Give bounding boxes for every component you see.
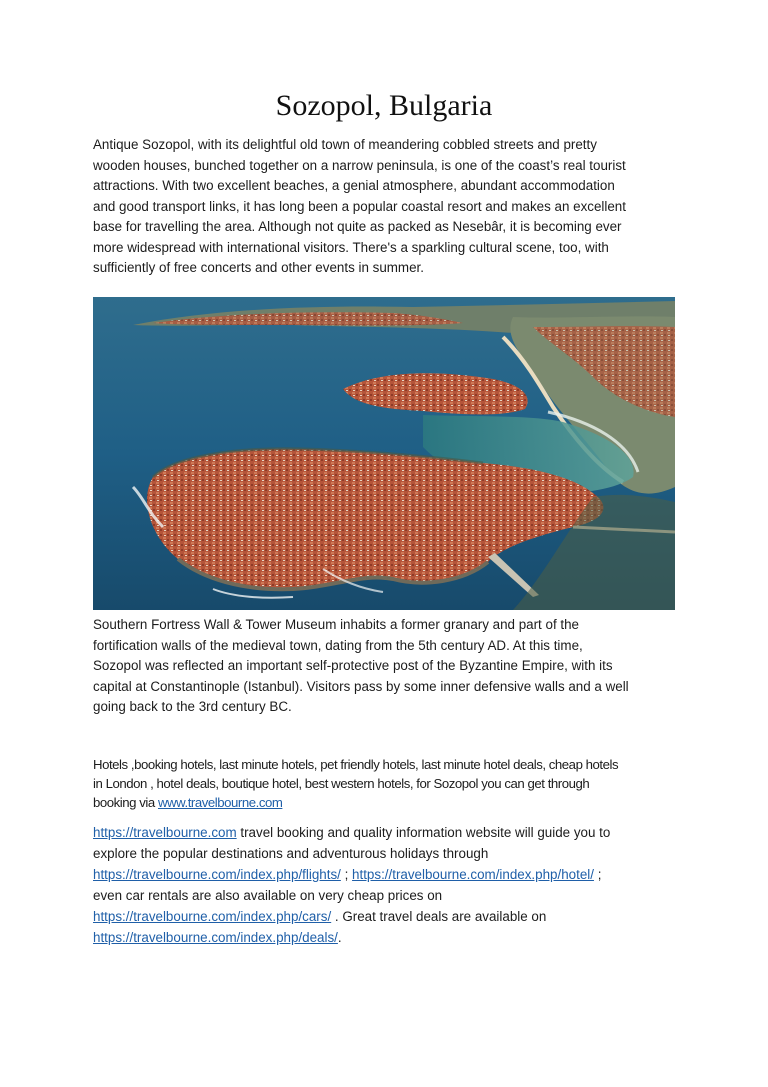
museum-paragraph: [93, 615, 683, 718]
hotels-line: [93, 793, 683, 812]
museum-line: fortification walls of the medieval town, dating from the 5th century AD. At this time,: [93, 637, 583, 653]
museum-line: Southern Fortress Wall & Tower Museum inhabits a former granary and part of the: [93, 617, 579, 632]
intro-line: Antique Sozopol, with its delightful old town of meandering cobbled streets and pretty: [93, 137, 597, 152]
sozopol-aerial-photo: [93, 297, 675, 610]
museum-line: Sozopol was reflected an important self-protective post of the Byzantine Empire, with its: [93, 658, 613, 673]
hotel-link[interactable]: https://travelbourne.com/index.php/hotel/: [352, 867, 594, 882]
intro-line: sufficiently of free concerts and other events in summer.: [93, 260, 424, 275]
hotels-prefix: booking via: [93, 795, 158, 810]
hotels-paragraph: [93, 755, 683, 812]
closing-line: explore the popular destinations and adventurous holidays through: [93, 846, 489, 861]
page-title: Sozopol, Bulgaria: [275, 89, 493, 122]
travelbourne-www-link[interactable]: www.travelbourne.com: [157, 795, 283, 810]
closing-end: .: [337, 930, 342, 945]
closing-line: [93, 822, 683, 843]
intro-line: attractions. With two excellent beaches, a genial atmosphere, abundant accommodation: [93, 178, 615, 193]
closing-text: travel booking and quality information website will guide you to: [236, 825, 611, 840]
closing-line: even car rentals are also available on very cheap prices on: [93, 888, 443, 903]
intro-line: wooden houses, bunched together on a narrow peninsula, is one of the coast’s real tourist: [93, 157, 626, 173]
intro-paragraph: [93, 135, 683, 279]
intro-line: and good transport links, it has long been a popular coastal resort and makes an excellent: [93, 198, 626, 214]
deals-link[interactable]: https://travelbourne.com/index.php/deals/: [93, 930, 338, 945]
hotels-line: Hotels ,booking hotels, last minute hotels, pet friendly hotels, last minute hotel deals, cheap hotels: [93, 757, 619, 772]
museum-line: going back to the 3rd century BC.: [93, 699, 292, 714]
intro-line: more widespread with international visitors. There's a sparkling cultural scene, too, with: [93, 239, 609, 255]
separator: ;: [593, 867, 602, 882]
closing-text: . Great travel deals are available on: [331, 909, 547, 924]
separator: ;: [340, 867, 353, 882]
travelbourne-home-link[interactable]: https://travelbourne.com: [93, 825, 237, 840]
museum-line: capital at Constantinople (Istanbul). Visitors pass by some inner defensive walls and a well: [93, 678, 629, 694]
flights-link[interactable]: https://travelbourne.com/index.php/flights/: [93, 867, 341, 882]
hotels-line: in London , hotel deals, boutique hotel, best western hotels, for Sozopol you can get through: [93, 776, 590, 791]
cars-link[interactable]: https://travelbourne.com/index.php/cars/: [93, 909, 332, 924]
closing-line: [93, 927, 683, 948]
closing-paragraph: [93, 822, 683, 948]
closing-line: [93, 864, 683, 885]
intro-line: base for travelling the area. Although not quite as packed as Nesebâr, it is becoming ever: [93, 219, 622, 234]
closing-line: [93, 906, 683, 927]
